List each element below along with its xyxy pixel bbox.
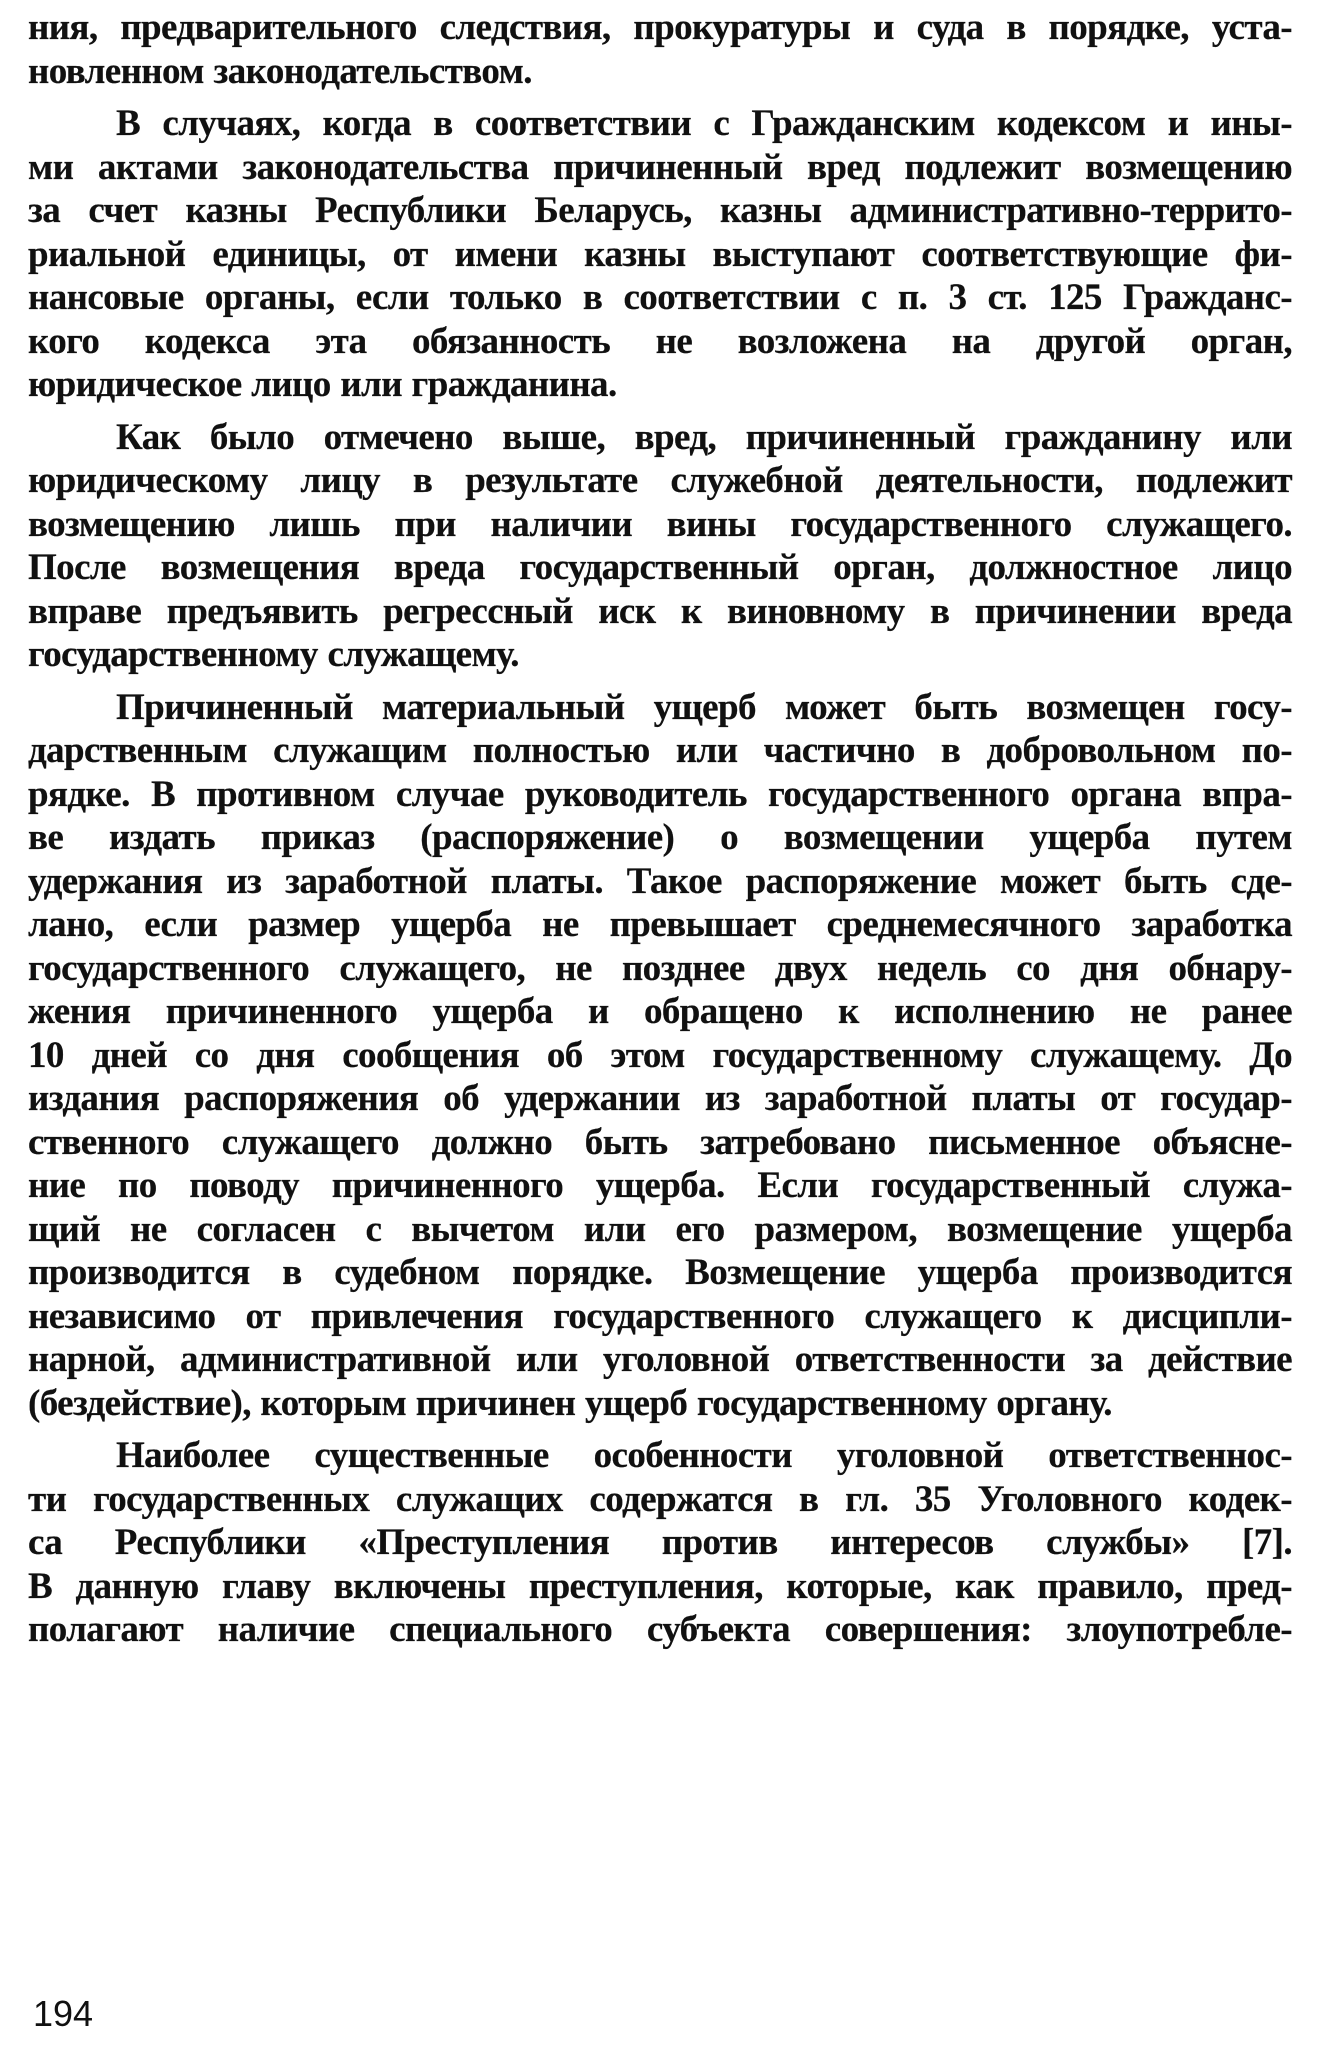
- text-line: нарной, административной или уголовной ответственности за действие: [28, 1339, 1292, 1380]
- text-line: риальной единицы, от имени казны выступают соответствующие фи-: [28, 233, 1292, 275]
- text-line: Как было отмечено выше, вред, причиненный гражданину или: [116, 416, 1292, 458]
- text-line: са Республики «Преступления против интересов службы» [7].: [28, 1522, 1292, 1563]
- text-line: государственного служащего, не позднее двух недель со дня обнару-: [28, 947, 1292, 989]
- text-line: (бездействие), которым причинен ущерб государственному органу.: [28, 1382, 1112, 1424]
- text-line: ния, предварительного следствия, прокуратуры и суда в порядке, уста-: [28, 7, 1292, 48]
- text-line: вправе предъявить регрессный иск к виновному в причинении вреда: [28, 590, 1292, 632]
- text-line: После возмещения вреда государственный орган, должностное лицо: [28, 547, 1292, 588]
- text-line: юридическое лицо или гражданина.: [28, 364, 617, 405]
- text-line: возмещению лишь при наличии вины государственного служащего.: [28, 503, 1292, 545]
- paragraph-compensation-treasury: [28, 102, 1292, 407]
- page-number: 194: [33, 1993, 94, 2034]
- text-line: ти государственных служащих содержатся в гл. 35 Уголовного кодек-: [28, 1478, 1292, 1520]
- text-line: нансовые органы, если только в соответствии с п. 3 ст. 125 Гражданс-: [28, 277, 1292, 318]
- text-line: ственного служащего должно быть затребовано письменное объясне-: [28, 1121, 1292, 1163]
- text-line: 10 дней со дня сообщения об этом государственному служащему. До: [28, 1034, 1292, 1076]
- text-line: издания распоряжения об удержании из заработной платы от государ-: [28, 1078, 1292, 1119]
- book-page: [28, 6, 1292, 1652]
- text-line: независимо от привлечения государственного служащего к дисципли-: [28, 1295, 1292, 1337]
- text-line: новленном законодательством.: [28, 50, 532, 92]
- text-line: рядке. В противном случае руководитель государственного органа впра-: [28, 773, 1292, 815]
- text-line: государственному служащему.: [28, 634, 519, 675]
- text-line: В данную главу включены преступления, которые, как правило, пред-: [28, 1565, 1292, 1607]
- paragraph-continuation: [28, 6, 1292, 93]
- paragraph-regress-claim: [28, 416, 1292, 677]
- text-line: лано, если размер ущерба не превышает среднемесячного заработка: [28, 904, 1292, 945]
- text-line: ние по поводу причиненного ущерба. Если государственный служа-: [28, 1165, 1292, 1206]
- text-line: жения причиненного ущерба и обращено к исполнению не ранее: [28, 991, 1292, 1032]
- text-line: за счет казны Республики Беларусь, казны административно-террито-: [28, 190, 1292, 231]
- paragraph-material-damage: [28, 686, 1292, 1426]
- text-line: В случаях, когда в соответствии с Гражданским кодексом и ины-: [116, 103, 1292, 144]
- text-line: полагают наличие специального субъекта совершения: злоупотребле-: [28, 1609, 1292, 1650]
- text-line: ве издать приказ (распоряжение) о возмещении ущерба путем: [28, 817, 1292, 858]
- text-line: дарственным служащим полностью или частично в добровольном по-: [28, 730, 1292, 771]
- paragraph-criminal-liability: [28, 1434, 1292, 1652]
- text-line: ми актами законодательства причиненный вред подлежит возмещению: [28, 146, 1292, 188]
- text-line: юридическому лицу в результате служебной деятельности, подлежит: [28, 460, 1292, 501]
- text-line: производится в судебном порядке. Возмещение ущерба производится: [28, 1252, 1292, 1293]
- text-line: Причиненный материальный ущерб может быть возмещен госу-: [116, 686, 1292, 728]
- text-line: кого кодекса эта обязанность не возложена на другой орган,: [28, 320, 1292, 362]
- text-line: щий не согласен с вычетом или его размером, возмещение ущерба: [28, 1208, 1292, 1250]
- text-line: Наиболее существенные особенности уголовной ответственнос-: [116, 1435, 1292, 1476]
- text-line: удержания из заработной платы. Такое распоряжение может быть сде-: [28, 860, 1292, 902]
